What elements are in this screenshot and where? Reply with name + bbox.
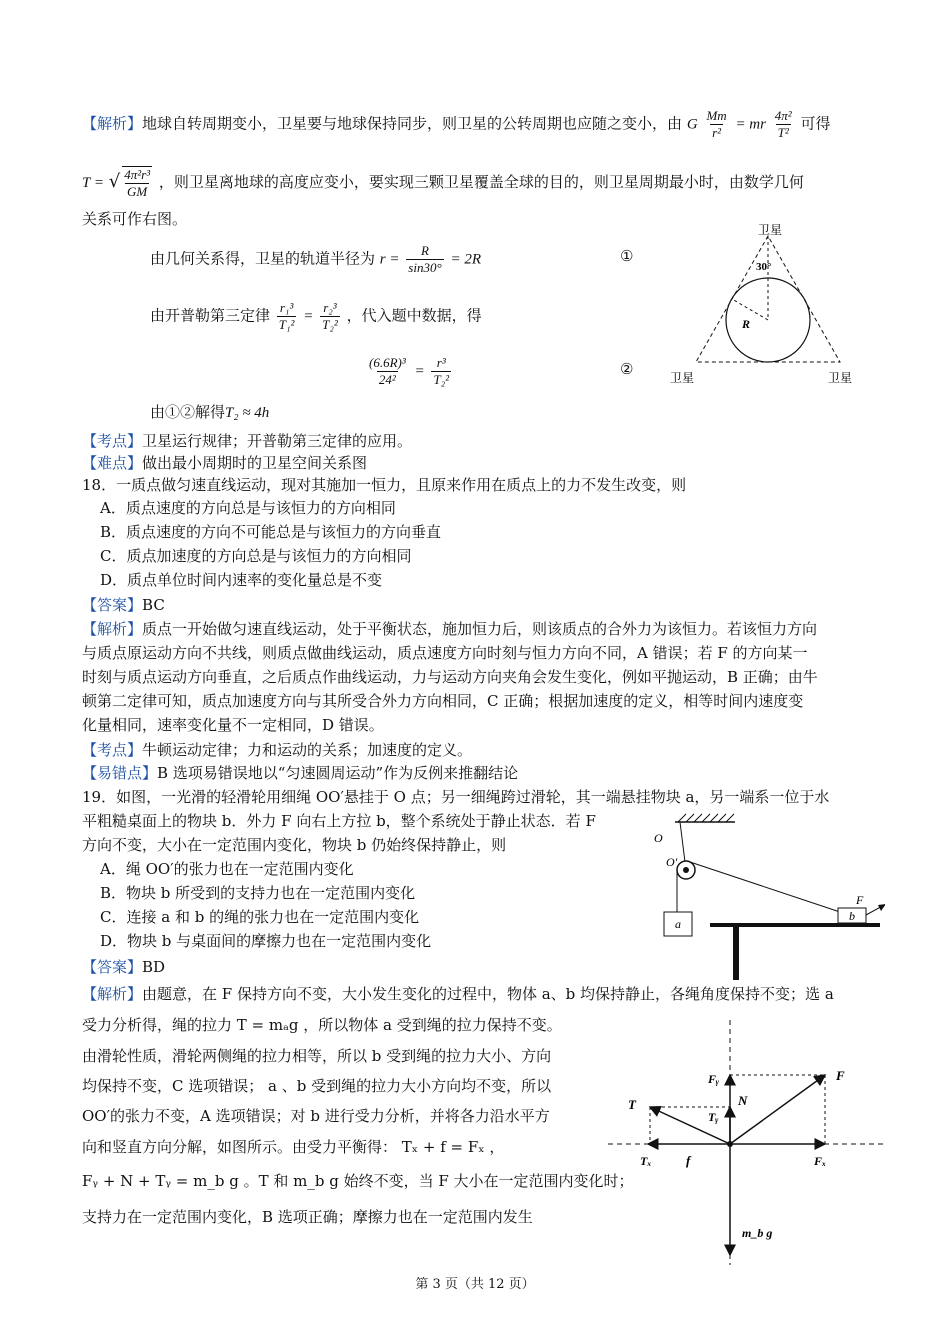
sec17-line3: 关系可作右图。	[82, 210, 188, 228]
q19-option-b: B．物块 b 所受到的支持力也在一定范围内变化	[100, 884, 416, 902]
q19-jiexi-5: OO′的张力不变，A 选项错误；对 b 进行受力分析，并将各力沿水平方	[82, 1107, 550, 1125]
q19-stem-1: 19．如图，一光滑的轻滑轮用细绳 OO′悬挂于 O 点；另一细绳跨过滑轮，其一端悬挂物块 a，另一端系一位于水	[82, 788, 830, 806]
fraction: $\frac{\text{r³}}{\text{T₂²}}$	[433, 355, 450, 387]
solution-line: 由①②解得T₂ ≈ 4h	[150, 403, 270, 421]
label-Tx: Tₓ	[640, 1154, 652, 1168]
sec17-line2: T = √ $\frac{\text{4π²r³}}{GM}$ ，则卫星离地球的高度应变小，要实现三颗卫星覆盖全球的目的，则卫星周期最小时，由数学几何	[82, 167, 804, 199]
q18-jiexi-1: 【解析】质点一开始做匀速直线运动，处于平衡状态，施加恒力后，则该质点的合外力为该恒力。若该恒力方向	[82, 620, 818, 638]
label-top-satellite: 卫星	[758, 223, 783, 237]
label-angle: 30°	[756, 261, 772, 273]
fraction: $\frac{Mm}{\text{r²}}$	[706, 108, 727, 140]
q19-option-c: C．连接 a 和 b 的绳的张力也在一定范围内变化	[100, 908, 420, 926]
fraction: $\frac{\text{4π²}}{\text{T²}}$	[774, 108, 792, 140]
q18-option-c: C．质点加速度的方向总是与该恒力的方向相同	[100, 547, 412, 565]
q19-jiexi-2: 受力分析得，绳的拉力 T = mₐg ，所以物体 a 受到绳的拉力保持不变。	[82, 1016, 562, 1034]
eq-number-2: ②	[620, 360, 634, 378]
force-diagram	[600, 1015, 890, 1270]
q18-answer: 【答案】BC	[82, 596, 165, 614]
geometry-line: 由几何关系得，卫星的轨道半径为 r = $\frac{R}{\sin 30^\circ}$ = 2R	[150, 243, 481, 275]
label-O-prime: O′	[666, 855, 678, 869]
label-f: f	[686, 1153, 691, 1168]
kepler-line: 由开普勒第三定律 $\frac{\text{r₁³}}{\text{T₁²}}$ = $\frac{\text{r₂³}}{\text{T₂²}}$ ，代入题中数据，得	[150, 300, 482, 332]
label-mg: m_b g	[742, 1226, 773, 1240]
fraction: $\frac{\text{(6.6R)³}}{\text{24²}}$	[369, 355, 406, 387]
q18-stem: 18．一质点做匀速直线运动，现对其施加一恒力，且原来作用在质点上的力不发生改变，则	[82, 476, 687, 494]
q19-answer: 【答案】BD	[82, 958, 166, 976]
sec17-line1: 【解析】地球自转周期变小，卫星要与地球保持同步，则卫星的公转周期也应随之变小，由 G $\frac{Mm}{\text{r²}}$ = mr $\frac{\text{4π²}}{\text{T²}}$ 可得	[82, 108, 831, 140]
q19-option-a: A．绳 OO′的张力也在一定范围内变化	[100, 860, 354, 878]
q18-jiexi-4: 顿第二定律可知，质点加速度方向与其所受合外力方向相同，C 正确；根据加速度的定义，相等时间内速度变	[82, 692, 804, 710]
fraction: $\frac{\text{4π²r³}}{GM}$	[124, 167, 151, 199]
q19-jiexi-3: 由滑轮性质，滑轮两侧绳的拉力相等，所以 b 受到绳的拉力大小、方向	[82, 1047, 552, 1065]
q19-jiexi-8: 支持力在一定范围内变化，B 选项正确；摩擦力也在一定范围内发生	[82, 1208, 533, 1226]
label-N: N	[738, 1093, 748, 1108]
label-right-satellite: 卫星	[828, 371, 853, 385]
satellite-triangle-figure	[660, 218, 870, 393]
q19-jiexi-7: Fᵧ + N + Tᵧ = m_b g 。T 和 m_b g 始终不变，当 F 大小在一定范围内变化时；	[82, 1172, 634, 1190]
label-Fy: Fᵧ	[708, 1072, 719, 1086]
jiexi-tag: 【解析】	[82, 114, 143, 133]
label-T: T	[628, 1097, 636, 1112]
q18-yicuo: 【易错点】B 选项易错误地以“匀速圆周运动”作为反例来推翻结论	[82, 764, 519, 782]
q18-jiexi-3: 时刻与质点运动方向垂直，之后质点作曲线运动，力与运动方向夹角会发生变化，例如平抛运动，B 正确；由牛	[82, 668, 818, 686]
label-radius: R	[742, 317, 751, 331]
q19-jiexi-1: 【解析】由题意，在 F 保持方向不变，大小发生变化的过程中，物体 a、b 均保持静止，各绳角度保持不变；选 a	[82, 985, 834, 1003]
page-footer: 第 3 页（共 12 页）	[415, 1277, 535, 1292]
label-a: a	[675, 917, 681, 931]
q19-jiexi-4: 均保持不变，C 选项错误； a 、b 受到绳的拉力大小方向均不变，所以	[82, 1077, 552, 1095]
q19-jiexi-6: 向和竖直方向分解，如图所示。由受力平衡得： Tₓ + f = Fₓ ，	[82, 1138, 505, 1156]
q19-stem-2: 平粗糙桌面上的物块 b．外力 F 向右上方拉 b，整个系统处于静止状态．若 F	[82, 812, 596, 830]
label-b: b	[849, 909, 855, 923]
q19-option-d: D．物块 b 与桌面间的摩擦力也在一定范围内变化	[100, 932, 432, 950]
fraction: $\frac{R}{\sin 30^\circ}$	[408, 243, 442, 275]
label-Ty: Tᵧ	[708, 1110, 719, 1124]
nandian-17: 【难点】做出最小周期时的卫星空间关系图	[82, 454, 368, 472]
fraction: $\frac{\text{r₂³}}{\text{T₂²}}$	[322, 300, 338, 332]
q18-jiexi-2: 与质点原运动方向不共线，则质点做曲线运动，质点速度方向时刻与恒力方向不同，A 错误；若 F 的方向某一	[82, 644, 808, 662]
label-F: F	[856, 893, 864, 907]
label-left-satellite: 卫星	[670, 371, 695, 385]
label-Fx: Fₓ	[814, 1154, 827, 1168]
eq-number-1: ①	[620, 247, 634, 265]
q18-jiexi-5: 化量相同，速率变化量不一定相同，D 错误。	[82, 716, 384, 734]
label-F-force: F	[836, 1068, 845, 1083]
q19-stem-3: 方向不变，大小在一定范围内变化，物块 b 仍始终保持静止，则	[82, 836, 507, 854]
label-O: O	[654, 831, 663, 845]
q18-kaodian: 【考点】牛顿运动定律；力和运动的关系；加速度的定义。	[82, 741, 473, 759]
fraction: $\frac{\text{r₁³}}{\text{T₁²}}$	[278, 300, 295, 332]
q18-option-a: A．质点速度的方向总是与该恒力的方向相同	[100, 499, 396, 517]
q18-option-b: B．质点速度的方向不可能总是与该恒力的方向垂直	[100, 523, 442, 541]
q18-option-d: D．质点单位时间内速率的变化量总是不变	[100, 571, 383, 589]
equation-2: $\frac{\text{(6.6R)³}}{\text{24²}}$ = $\frac{\text{r³}}{\text{T₂²}}$	[369, 355, 450, 387]
kaodian-17: 【考点】卫星运行规律；开普勒第三定律的应用。	[82, 432, 413, 450]
pulley-figure	[640, 812, 885, 982]
